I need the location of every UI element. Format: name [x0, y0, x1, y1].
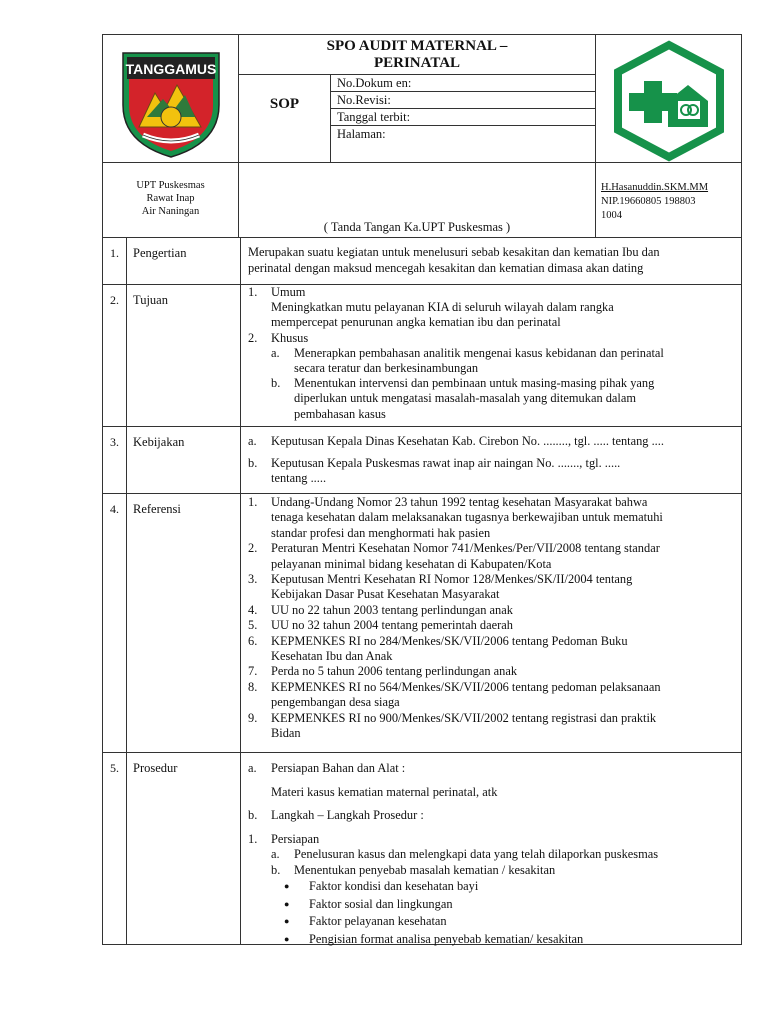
- head-nip-line-2: 1004: [601, 210, 622, 221]
- reference-text: [271, 664, 735, 679]
- unit-line-3: Air Naningan: [141, 206, 200, 217]
- head-info: [595, 163, 741, 237]
- reference-item: [248, 618, 735, 633]
- list-text: [271, 456, 735, 487]
- reference-line: Undang-Undang Nomor 23 tahun 1992 tentag kesehatan Masyarakat bahwa: [271, 495, 648, 509]
- sub-text: [294, 376, 735, 422]
- reference-item: [248, 572, 735, 603]
- body-line: pembahasan kasus: [294, 406, 386, 421]
- sub-item: [271, 847, 735, 863]
- meta-document-number: No.Dokum en:: [331, 75, 595, 92]
- body-line: secara teratur dan berkesinambungan: [294, 361, 479, 376]
- section-label: Referensi: [127, 494, 241, 752]
- reference-text: [271, 680, 735, 711]
- reference-line: Kesehatan Ibu dan Anak: [271, 649, 393, 664]
- section-label: Kebijakan: [127, 427, 241, 493]
- bullet-dot-icon: ●: [284, 916, 290, 926]
- reference-line: UU no 32 tahun 2004 tentang pemerintah daerah: [271, 618, 513, 633]
- body-line: mempercepat penurunan angka kematian ibu dan perinatal: [271, 315, 561, 330]
- reference-item: [248, 711, 735, 742]
- list-text: Umum: [271, 285, 306, 299]
- list-item: [248, 761, 735, 777]
- reference-line: Kebijakan Dasar Pusat Kesehatan Masyarakat: [271, 587, 500, 602]
- reference-text: [271, 495, 735, 541]
- body-line: Materi kasus kematian maternal perinatal, atk: [271, 784, 498, 799]
- emblem-text: TANGGAMUS: [125, 61, 217, 77]
- list-marker: b.: [248, 808, 258, 822]
- document-title: [239, 35, 595, 75]
- list-item: [248, 832, 735, 848]
- list-marker: a.: [248, 761, 257, 775]
- bullet-item: [284, 878, 735, 896]
- section-pengertian: [102, 238, 742, 285]
- section-number: 5.: [103, 753, 127, 944]
- reference-number: 2.: [248, 541, 258, 556]
- sub-marker: a.: [271, 847, 280, 861]
- right-logo-cell: [595, 35, 741, 163]
- list-marker: 1.: [248, 285, 258, 299]
- reference-text: [271, 711, 735, 742]
- section-body: [241, 753, 741, 944]
- section-number: 1.: [103, 238, 127, 284]
- sub-item: [271, 376, 735, 422]
- reference-line: Peraturan Mentri Kesehatan Nomor 741/Menkes/Per/VII/2008 tentang standar: [271, 541, 660, 556]
- section-tujuan: [102, 285, 742, 427]
- section-body: [241, 238, 741, 284]
- section-number: 4.: [103, 494, 127, 752]
- list-marker: a.: [248, 434, 257, 448]
- reference-item: [248, 603, 735, 618]
- sop-header-table: [102, 34, 742, 238]
- reference-line: tenaga kesehatan dalam melaksanakan tugasnya berkewajiban untuk mematuhi: [271, 510, 663, 525]
- list-marker: 1.: [248, 831, 258, 846]
- reference-text: [271, 618, 735, 633]
- sub-marker: a.: [271, 345, 280, 360]
- section-prosedur: [102, 753, 742, 945]
- reference-number: 9.: [248, 710, 258, 725]
- bullet-dot-icon: ●: [284, 898, 290, 909]
- reference-item: [248, 664, 735, 679]
- list-item: [248, 434, 735, 450]
- reference-line: Bidan: [271, 726, 301, 741]
- reference-number: 6.: [248, 633, 258, 648]
- sub-text: Menentukan penyebab masalah kematian / kesakitan: [294, 862, 556, 877]
- signature-caption: ( Tanda Tangan Ka.UPT Puskesmas ): [323, 220, 511, 234]
- sub-text: Penelusuran kasus dan melengkapi data yang telah dilaporkan puskesmas: [294, 847, 659, 861]
- reference-line: Keputusan Mentri Kesehatan RI Nomor 128/Menkes/SK/II/2004 tentang: [271, 572, 633, 587]
- reference-number: 8.: [248, 679, 258, 694]
- reference-text: [271, 572, 735, 603]
- sub-item: [271, 346, 735, 376]
- list-text: Persiapan Bahan dan Alat :: [271, 761, 406, 775]
- reference-text: [271, 603, 735, 618]
- reference-number: 3.: [248, 572, 258, 587]
- head-nip-line-1: NIP.19660805 198803: [601, 196, 696, 207]
- unit-line-1: UPT Puskesmas: [136, 180, 205, 191]
- unit-name: [103, 163, 239, 237]
- reference-line: KEPMENKES RI no 564/Menkes/SK/VII/2006 tentang pedoman pelaksanaan: [271, 679, 661, 694]
- reference-item: [248, 680, 735, 711]
- reference-line: UU no 22 tahun 2003 tentang perlindungan anak: [271, 602, 513, 617]
- body-line: Keputusan Kepala Puskesmas rawat inap air naingan No. ......., tgl. .....: [271, 455, 621, 470]
- list-marker: 2.: [248, 330, 258, 345]
- bullet-item: [284, 913, 735, 931]
- sub-marker: b.: [271, 376, 281, 391]
- title-line-1: SPO AUDIT MATERNAL –: [326, 38, 508, 54]
- list-text: Langkah – Langkah Prosedur :: [271, 808, 424, 822]
- reference-item: [248, 634, 735, 665]
- reference-number: 1.: [248, 495, 258, 509]
- bullet-text: Faktor pelayanan kesehatan: [309, 914, 447, 928]
- meta-issue-date: Tanggal terbit:: [331, 109, 595, 126]
- bullet-dot-icon: ●: [284, 881, 290, 891]
- reference-number: 7.: [248, 664, 258, 679]
- list-text: Khusus: [271, 330, 309, 345]
- bullet-item: [284, 931, 735, 949]
- sub-item: [271, 863, 735, 879]
- section-body: [241, 285, 741, 426]
- reference-item: [248, 541, 735, 572]
- reference-line: pelayanan minimal bidang kesehatan di Kabupaten/Kota: [271, 556, 552, 571]
- section-kebijakan: [102, 427, 742, 494]
- section-number: 3.: [103, 427, 127, 493]
- reference-line: Perda no 5 tahun 2006 tentang perlindungan anak: [271, 664, 518, 679]
- section-label: Prosedur: [127, 753, 241, 944]
- sub-marker: b.: [271, 862, 281, 877]
- sub-text: [294, 346, 735, 376]
- list-item: [248, 456, 735, 487]
- list-item: [248, 285, 735, 300]
- bullet-dot-icon: ●: [284, 933, 290, 944]
- bullet-text: Faktor sosial dan lingkungan: [309, 896, 453, 911]
- list-text: Keputusan Kepala Dinas Kesehatan Kab. Cirebon No. ........, tgl. ..... tentang ....: [271, 434, 664, 448]
- tanggamus-emblem-icon: [103, 35, 239, 163]
- bullet-text: Faktor kondisi dan kesehatan bayi: [309, 879, 479, 893]
- body-line: Menerapkan pembahasan analitik mengenai kasus kebidanan dan perinatal: [294, 345, 664, 360]
- body-line: Menentukan intervensi dan pembinaan untuk masing-masing pihak yang: [294, 376, 655, 391]
- section-body: [241, 494, 741, 752]
- reference-line: KEPMENKES RI no 284/Menkes/SK/VII/2006 tentang Pedoman Buku: [271, 633, 628, 648]
- body-line: Meningkatkan mutu pelayanan KIA di seluruh wilayah dalam rangka: [271, 300, 614, 315]
- document-meta: [331, 75, 595, 163]
- title-line-2: PERINATAL: [373, 55, 461, 71]
- head-name: H.Hasanuddin.SKM.MM: [601, 182, 709, 193]
- section-number: 2.: [103, 285, 127, 426]
- reference-number: 5.: [248, 618, 258, 633]
- meta-page: Halaman:: [337, 127, 386, 141]
- section-label: Tujuan: [127, 285, 241, 426]
- left-logo-cell: [103, 35, 239, 163]
- reference-line: pengembangan desa siaga: [271, 695, 400, 710]
- reference-line: standar profesi dan menghormati hak pasien: [271, 525, 491, 540]
- body-line: Merupakan suatu kegiatan untuk menelusuri sebab kesakitan dan kematian Ibu dan: [248, 245, 660, 259]
- reference-text: [271, 541, 735, 572]
- list-marker: b.: [248, 455, 258, 470]
- reference-item: [248, 495, 735, 541]
- section-label: Pengertian: [127, 238, 241, 284]
- bullet-list: [248, 878, 735, 948]
- reference-text: [271, 634, 735, 665]
- list-text: Persiapan: [271, 831, 320, 846]
- body-line: perinatal dengan maksud mencegah kesakitan dan kematian dimasa akan dating: [248, 260, 644, 275]
- body-line: diperlukan untuk mengatasi masalah-masalah yang ditemukan dalam: [294, 391, 637, 406]
- list-item-text: [271, 300, 735, 330]
- meta-revision: No.Revisi:: [331, 92, 595, 109]
- section-referensi: [102, 494, 742, 753]
- bullet-item: [284, 896, 735, 914]
- body-line: tentang .....: [271, 471, 327, 485]
- sop-label: SOP: [239, 75, 331, 163]
- reference-line: KEPMENKES RI no 900/Menkes/SK/VII/2002 tentang registrasi dan praktik: [271, 710, 657, 725]
- puskesmas-logo-icon: [596, 35, 742, 163]
- list-item: [248, 808, 735, 824]
- unit-line-2: Rawat Inap: [146, 193, 195, 204]
- list-item: [248, 331, 735, 346]
- bullet-text: Pengisian format analisa penyebab kematian/ kesakitan: [309, 931, 584, 946]
- section-body: [241, 427, 741, 493]
- reference-number: 4.: [248, 602, 258, 617]
